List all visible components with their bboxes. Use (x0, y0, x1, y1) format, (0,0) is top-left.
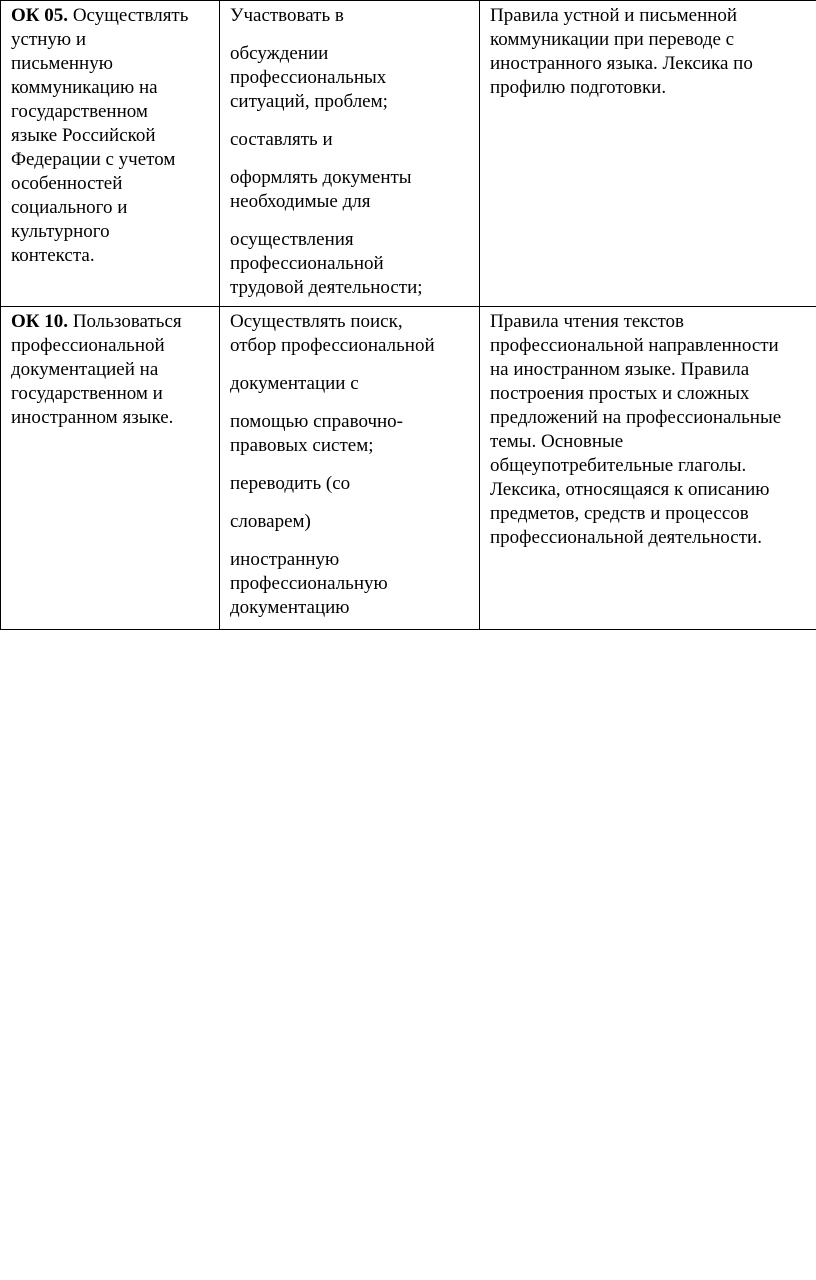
competency-code: ОК 10. (11, 311, 69, 332)
skill-item: помощью справочно- правовых систем; (230, 411, 404, 456)
knowledge-cell (480, 307, 816, 630)
competency-code: ОК 05. (11, 5, 69, 26)
knowledge-text: коммуникации при переводе с (490, 29, 735, 50)
knowledge-text: иностранного языка. Лексика по (490, 53, 753, 74)
knowledge-text: предметов, средств и процессов (490, 503, 749, 524)
competency-cell (1, 307, 220, 630)
competency-text: Пользоваться (68, 311, 182, 332)
knowledge-text: профессиональной направленности (490, 335, 779, 356)
competency-text: государственном и (11, 383, 163, 404)
competency-text: социального и (11, 197, 128, 218)
skill-item: составлять и (230, 129, 333, 150)
skill-item: иностранную профессиональную документацию (230, 549, 388, 618)
competency-text: иностранном языке. (11, 407, 174, 428)
knowledge-text: Правила чтения текстов (490, 311, 685, 332)
competency-text: письменную (11, 53, 113, 74)
knowledge-text: профессиональной деятельности. (490, 527, 762, 548)
skill-item: осуществления профессиональной трудовой деятельности; (230, 229, 423, 298)
skill-item: Осуществлять поиск, отбор профессиональной (230, 311, 435, 356)
competency-text: устную и (11, 29, 87, 50)
knowledge-text: Правила устной и письменной (490, 5, 738, 26)
table-row (1, 1, 816, 307)
competency-table (0, 0, 816, 630)
knowledge-text: построения простых и сложных (490, 383, 750, 404)
knowledge-text: на иностранном языке. Правила (490, 359, 750, 380)
knowledge-cell (480, 1, 816, 307)
skill-item: оформлять документы необходимые для (230, 167, 412, 212)
table-row (1, 307, 816, 630)
competency-text: Осуществлять (68, 5, 189, 26)
skill-item: переводить (со (230, 473, 351, 494)
skill-item: Участвовать в (230, 5, 344, 26)
competency-text: Федерации с учетом (11, 149, 176, 170)
competency-text: контекста. (11, 245, 95, 266)
knowledge-text: Лексика, относящаяся к описанию (490, 479, 770, 500)
knowledge-text: общеупотребительные глаголы. (490, 455, 747, 476)
skill-item: обсуждении профессиональных ситуаций, проблем; (230, 43, 388, 112)
skill-item: документации с (230, 373, 359, 394)
skills-cell (220, 307, 480, 630)
skills-cell (220, 1, 480, 307)
competency-text: профессиональной (11, 335, 165, 356)
competency-text: государственном (11, 101, 148, 122)
competency-text: культурного (11, 221, 110, 242)
knowledge-text: профилю подготовки. (490, 77, 667, 98)
competency-text: особенностей (11, 173, 123, 194)
knowledge-text: предложений на профессиональные (490, 407, 782, 428)
competency-text: языке Российской (11, 125, 156, 146)
competency-text: документацией на (11, 359, 159, 380)
knowledge-text: темы. Основные (490, 431, 624, 452)
competency-cell (1, 1, 220, 307)
skill-item: словарем) (230, 511, 311, 532)
competency-text: коммуникацию на (11, 77, 158, 98)
